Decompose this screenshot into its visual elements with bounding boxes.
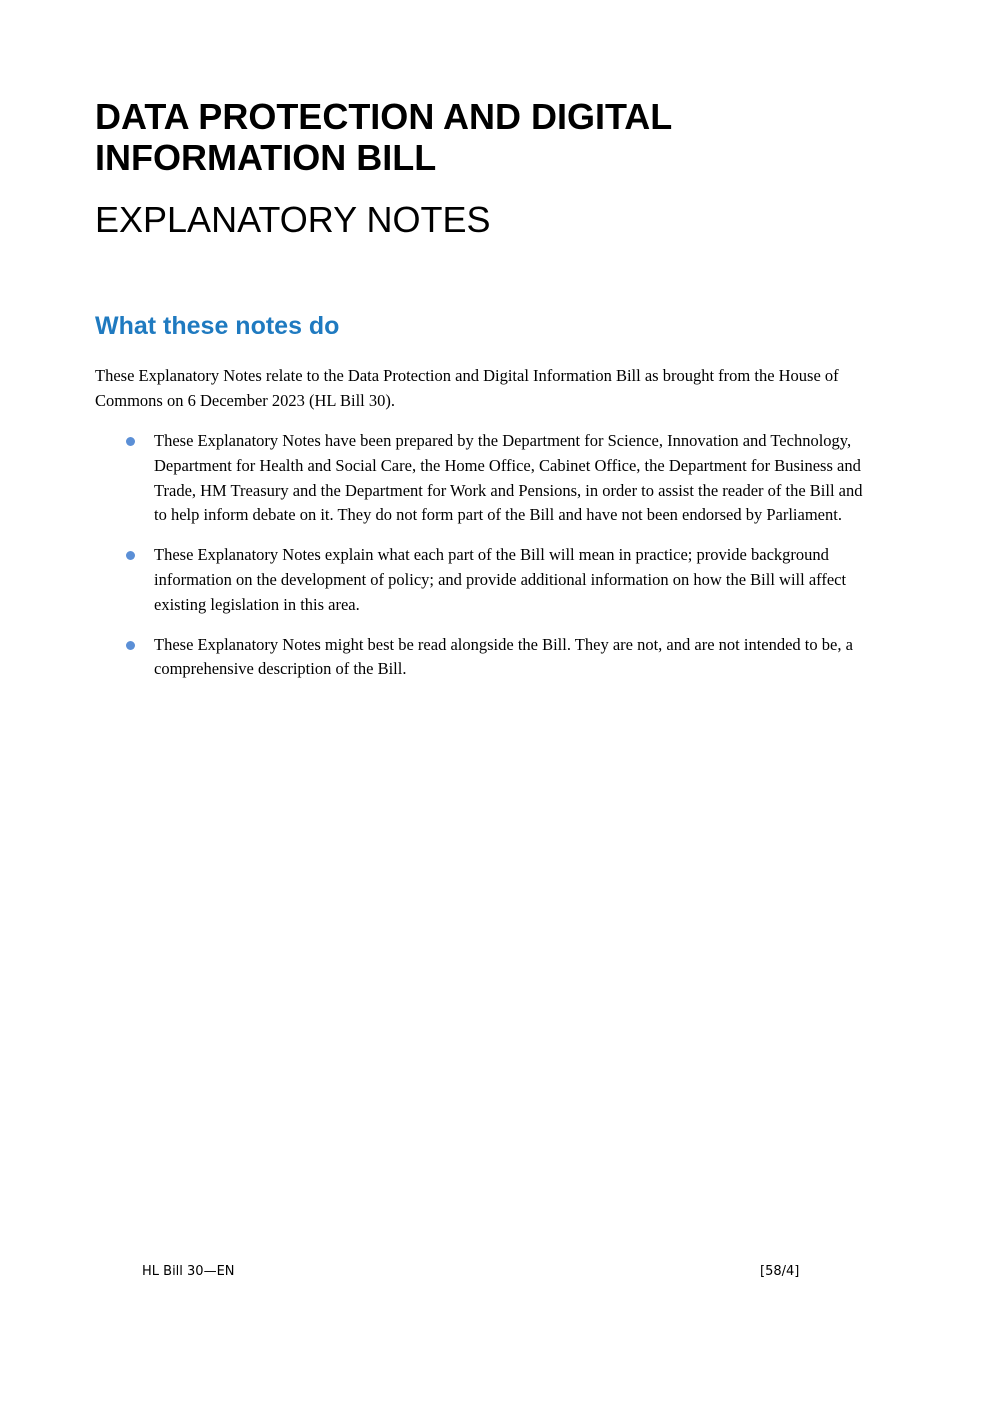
list-item (95, 543, 865, 617)
document-subtitle: EXPLANATORY NOTES (95, 199, 491, 240)
bill-title: DATA PROTECTION AND DIGITAL INFORMATION BILL (95, 96, 672, 178)
bullet-dot-icon (126, 551, 135, 560)
bullet-list (95, 429, 865, 697)
bullet-dot-icon (126, 641, 135, 650)
intro-paragraph: These Explanatory Notes relate to the Data Protection and Digital Information Bill as brought from the House of Commons on 6 December 2023 (HL Bill 30). (95, 366, 839, 410)
list-item-text: These Explanatory Notes explain what each part of the Bill will mean in practice; provide background information on the development of policy; and provide additional information on how the Bill will affect existing legislation in this area. (154, 545, 847, 614)
list-item-text: These Explanatory Notes have been prepared by the Department for Science, Innovation and Technology, Department for Health and Social Care, the Home Office, Cabinet Office, the Department for Business and Trade, HM Treasury and the Department for Work and Pensions, in order to assist the reader of the Bill and to help inform debate on it. They do not form part of the Bill and have not been endorsed by Parliament. (154, 431, 863, 525)
list-item (95, 633, 865, 683)
footer-bill-reference: HL Bill 30—EN (142, 1264, 235, 1279)
section-heading: What these notes do (95, 312, 340, 340)
list-item-text: These Explanatory Notes might best be read alongside the Bill. They are not, and are not intended to be, a comprehensive description of the Bill. (154, 634, 853, 679)
bullet-dot-icon (126, 437, 135, 446)
list-item (95, 429, 865, 528)
footer-print-code: [58/4] (760, 1264, 800, 1279)
